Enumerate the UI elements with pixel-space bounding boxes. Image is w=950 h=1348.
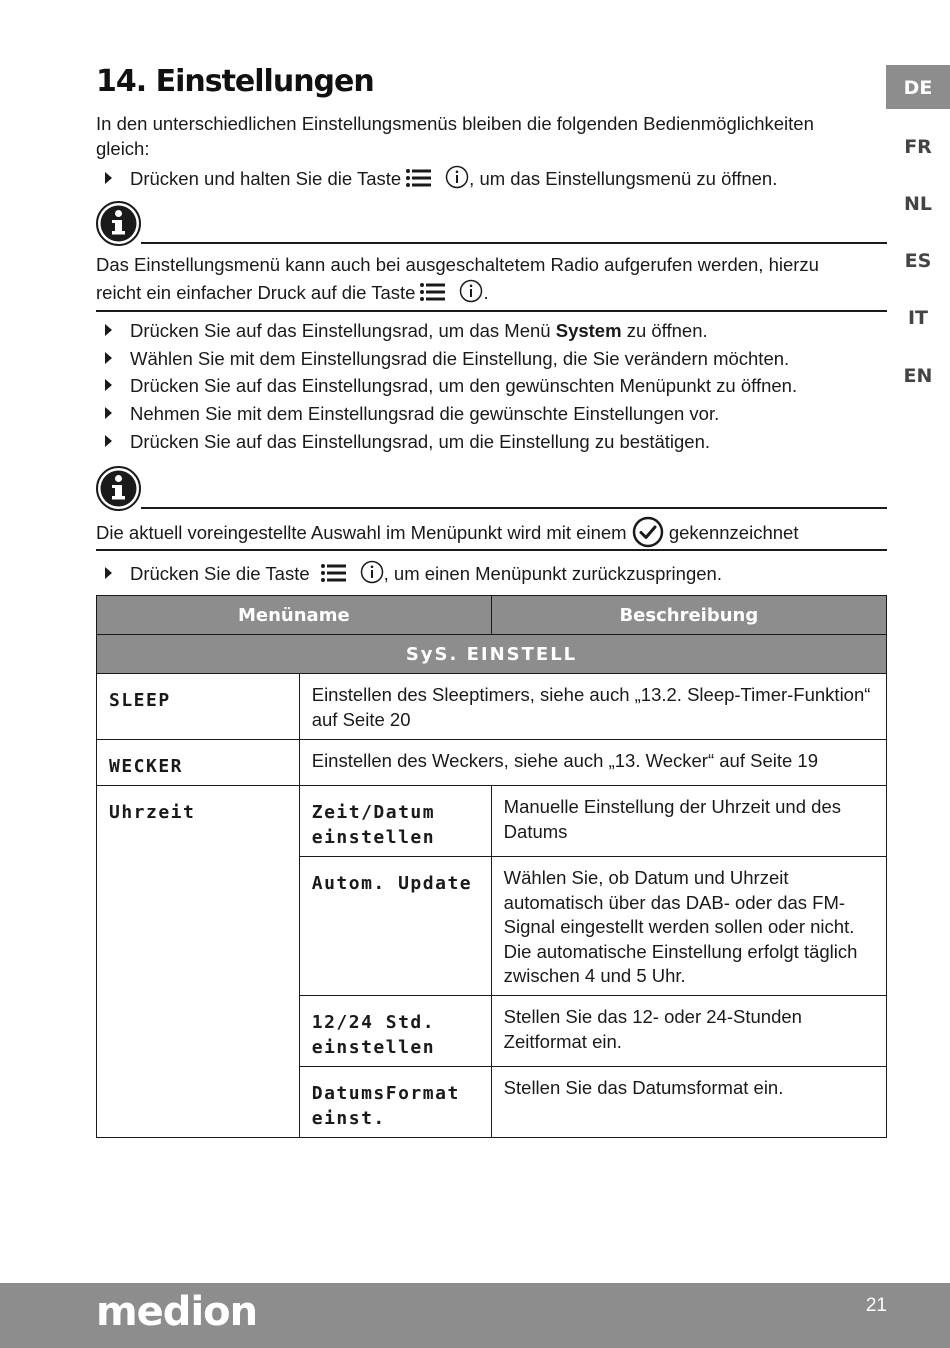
step-3-text: Drücken Sie auf das Einstellungsrad, um den gewünschten Menüpunkt zu öffnen. [130,375,798,396]
note-rule-bottom [96,310,887,312]
table-row [97,786,887,857]
note2-text [96,516,798,548]
lang-es[interactable]: ES [904,250,932,272]
step-3 [96,373,797,398]
step-1-bold: System [555,320,622,341]
desc-datumsformat: Stellen Sie das Datumsformat ein. [491,1067,886,1138]
note1-line2 [96,279,886,305]
step-5-text: Drücken Sie auf das Einstellungsrad, um die Einstellung zu bestätigen. [130,431,711,452]
desc-wecker: Einstellen des Weckers, siehe auch „13. Wecker“ auf Seite 19 [299,740,886,786]
step-1-text: Drücken Sie auf das Einstellungsrad, um das Menü [130,320,551,341]
bullet-arrow-icon [105,352,112,364]
menu-sleep: SLEEP [97,674,300,740]
step-4-text: Nehmen Sie mit dem Einstellungsrad die gewünschte Einstellungen vor. [130,403,720,424]
menu-uhrzeit: Uhrzeit [97,786,300,1138]
bullet-arrow-icon [105,324,112,336]
bullet-text-end: , um das Einstellungsmenü zu öffnen. [469,168,778,189]
note-rule-top [141,507,887,509]
note1-end: . [483,282,489,303]
lang-nl[interactable]: NL [903,193,932,215]
info-circle-icon [96,201,141,246]
info-icon [459,279,483,303]
desc-12-24: Stellen Sie das 12- oder 24-Stunden Zeitformat ein. [491,996,886,1067]
note1-line1: Das Einstellungsmenü kann auch bei ausgeschaltetem Radio aufgerufen werden, hierzu [96,254,819,275]
desc-autom-update: Wählen Sie, ob Datum und Uhrzeit automatisch über das DAB- oder das FM-Signal eingestellt werden sollen oder nicht. Die automatische Einstellung erfolgt täglich zwischen 4 und 5 Uhr. [491,857,886,996]
step-1 [96,318,708,343]
step-2 [96,346,789,371]
bullet-arrow-icon [105,379,112,391]
intro-paragraph: In den unterschiedlichen Einstellungsmenüs bleiben die folgenden Bedienmöglichkeiten gleich: [96,113,814,159]
bullet-arrow-icon [105,172,112,184]
info-icon [360,560,384,584]
step-2-text: Wählen Sie mit dem Einstellungsrad die Einstellung, die Sie verändern möchten. [130,348,790,369]
page-title: 14. Einstellungen [96,64,374,99]
info-icon [445,165,469,189]
bullet-back [96,560,722,586]
step-1-end: zu öffnen. [626,320,708,341]
bullet-arrow-icon [105,407,112,419]
bullet-text: Drücken und halten Sie die Taste [130,168,402,189]
header-menuname: Menüname [97,596,492,635]
note-rule-bottom [96,549,887,551]
section-sys-einstell: SyS. EINSTELL [97,635,887,674]
bullet-open-menu [96,165,777,191]
note2-text-post: gekennzeichnet [668,522,799,543]
bullet-back-end: , um einen Menüpunkt zurückzuspringen. [383,563,722,584]
step-5 [96,429,710,454]
step-4 [96,401,719,426]
sub-autom-update: Autom. Update [299,857,491,996]
check-circle-icon [632,516,664,548]
header-beschreibung: Beschreibung [491,596,886,635]
menu-wecker: WECKER [97,740,300,786]
sub-zeit-datum: Zeit/Datum einstellen [299,786,491,857]
desc-sleep: Einstellen des Sleeptimers, siehe auch „13.2. Sleep-Timer-Funktion“ auf Seite 20 [299,674,886,740]
table-row [97,740,887,786]
note1-text [96,252,886,305]
lang-fr[interactable]: FR [904,136,932,158]
page-number: 21 [865,1295,887,1316]
menu-list-icon [320,563,348,583]
note1-line2-text: reicht ein einfacher Druck auf die Taste [96,282,416,303]
bullet-arrow-icon [105,567,112,579]
lang-it[interactable]: IT [907,307,929,329]
bullet-back-text: Drücken Sie die Taste [130,563,310,584]
lang-de[interactable]: DE [886,65,950,109]
menu-list-icon [419,282,447,302]
desc-zeit-datum: Manuelle Einstellung der Uhrzeit und des Datums [491,786,886,857]
table-header-row [97,596,887,635]
table-row [97,674,887,740]
settings-table [96,595,887,1138]
note-rule-top [141,242,887,244]
menu-list-icon [405,168,433,188]
info-circle-icon [96,466,141,511]
sub-datumsformat: DatumsFormat einst. [299,1067,491,1138]
note2-text-pre: Die aktuell voreingestellte Auswahl im Menüpunkt wird mit einem [96,522,627,543]
lang-en[interactable]: EN [903,365,933,387]
sub-12-24: 12/24 Std. einstellen [299,996,491,1067]
bullet-arrow-icon [105,435,112,447]
table-section-row [97,635,887,674]
page-footer [0,1283,950,1348]
medion-logo: medion [96,1289,258,1335]
